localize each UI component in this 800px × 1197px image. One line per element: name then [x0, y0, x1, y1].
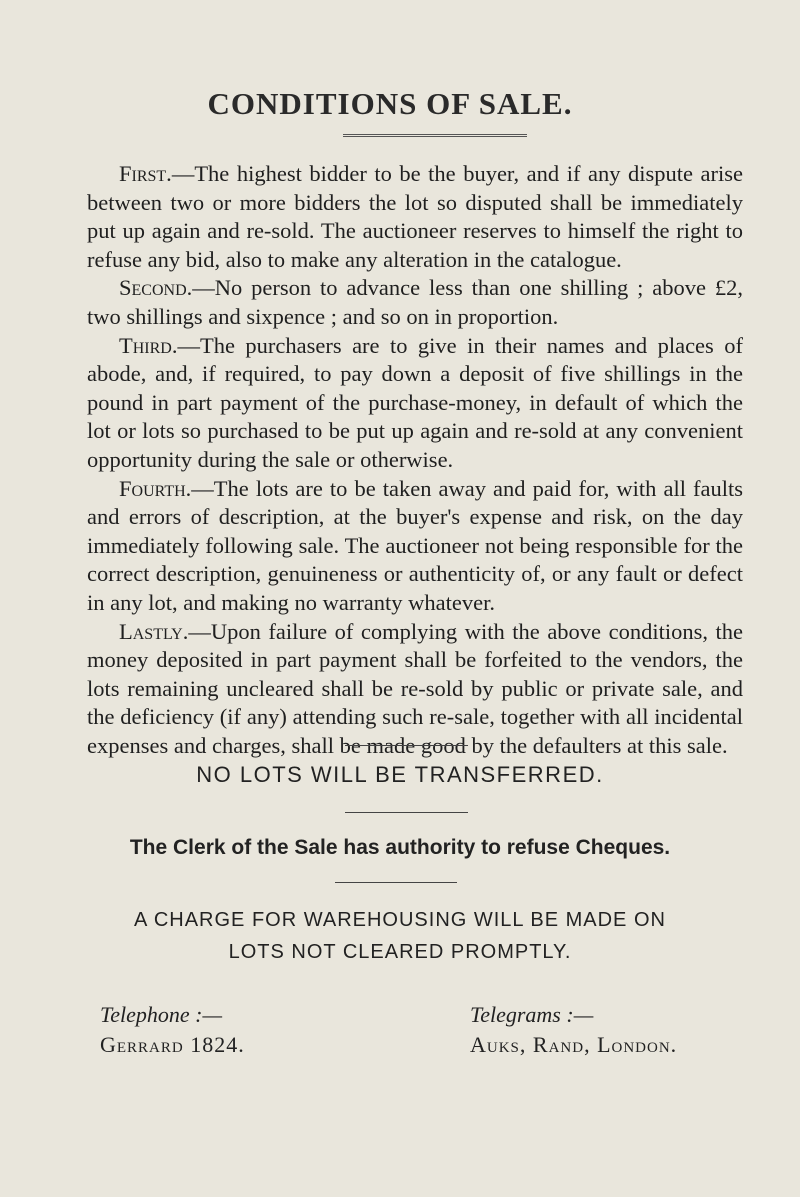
condition-first: [87, 160, 743, 274]
condition-text: —The lots are to be taken away and paid for, with all faults and errors of description, at the buyer's expense and risk, on the day immediately following sale. The auctioneer not being responsible for the correct description, genuineness or authenticity of, or any fault or defect in any lot, and making no warranty whatever.: [87, 475, 743, 615]
condition-heading: Lastly.: [119, 618, 189, 644]
telephone-label: Telephone :—: [100, 1002, 223, 1027]
cheques-notice: The Clerk of the Sale has authority to refuse Cheques.: [129, 836, 671, 859]
warehousing-notice: [0, 904, 800, 968]
telegrams-info: [470, 1000, 677, 1060]
telegrams-address: Auks, Rand, London.: [470, 1032, 678, 1057]
condition-text: —The highest bidder to be the buyer, and if any dispute arise between two or more bidders the lot so disputed shall be immediately put up again and re-sold. The auctioneer reserves to himself the right to refuse any bid, also to make any alteration in the catalogue.: [87, 161, 743, 272]
condition-third: [87, 332, 743, 475]
condition-text: —Upon failure of complying with the above conditions, the money deposited in part payment shall be forfeited to the vendors, the lots remaining uncleared shall be re-sold by public or private sale, and the deficiency (if any) attending such re-sale, together with all incidental expenses and charges, shall be made good by the defaulters at this sale.: [87, 618, 743, 758]
no-transfer-notice: NO LOTS WILL BE TRANSFERRED.: [196, 762, 604, 787]
section-divider: [345, 812, 468, 813]
condition-heading: First.: [119, 161, 172, 186]
telephone-number: Gerrard 1824.: [100, 1032, 245, 1057]
title-rule: [343, 134, 527, 137]
condition-text: —The purchasers are to give in their names and places of abode, and, if required, to pay down a deposit of five shillings in the pound in part payment of the purchase-money, in default of which the lot or lots so purchased to be put up again and re-sold at any convenient opportunity during the sale or otherwise.: [87, 332, 743, 472]
condition-heading: Fourth.: [119, 475, 192, 501]
condition-heading: Second.: [119, 275, 193, 301]
warehousing-line-2: LOTS NOT CLEARED PROMPTLY.: [228, 941, 572, 963]
telephone-info: [100, 1000, 245, 1060]
condition-heading: Third.: [119, 332, 178, 358]
page-title: CONDITIONS OF SALE.: [207, 86, 573, 121]
condition-second: [87, 274, 743, 331]
telegrams-label: Telegrams :—: [470, 1002, 594, 1027]
condition-text: —No person to advance less than one shilling ; above £2, two shillings and sixpence ; and so on in proportion.: [87, 275, 743, 329]
warehousing-line-1: A CHARGE FOR WAREHOUSING WILL BE MADE ON: [134, 909, 666, 931]
section-divider: [345, 745, 468, 746]
condition-fourth: [87, 475, 743, 618]
conditions-list: [87, 160, 743, 760]
section-divider: [335, 882, 457, 883]
condition-lastly: [87, 618, 743, 761]
